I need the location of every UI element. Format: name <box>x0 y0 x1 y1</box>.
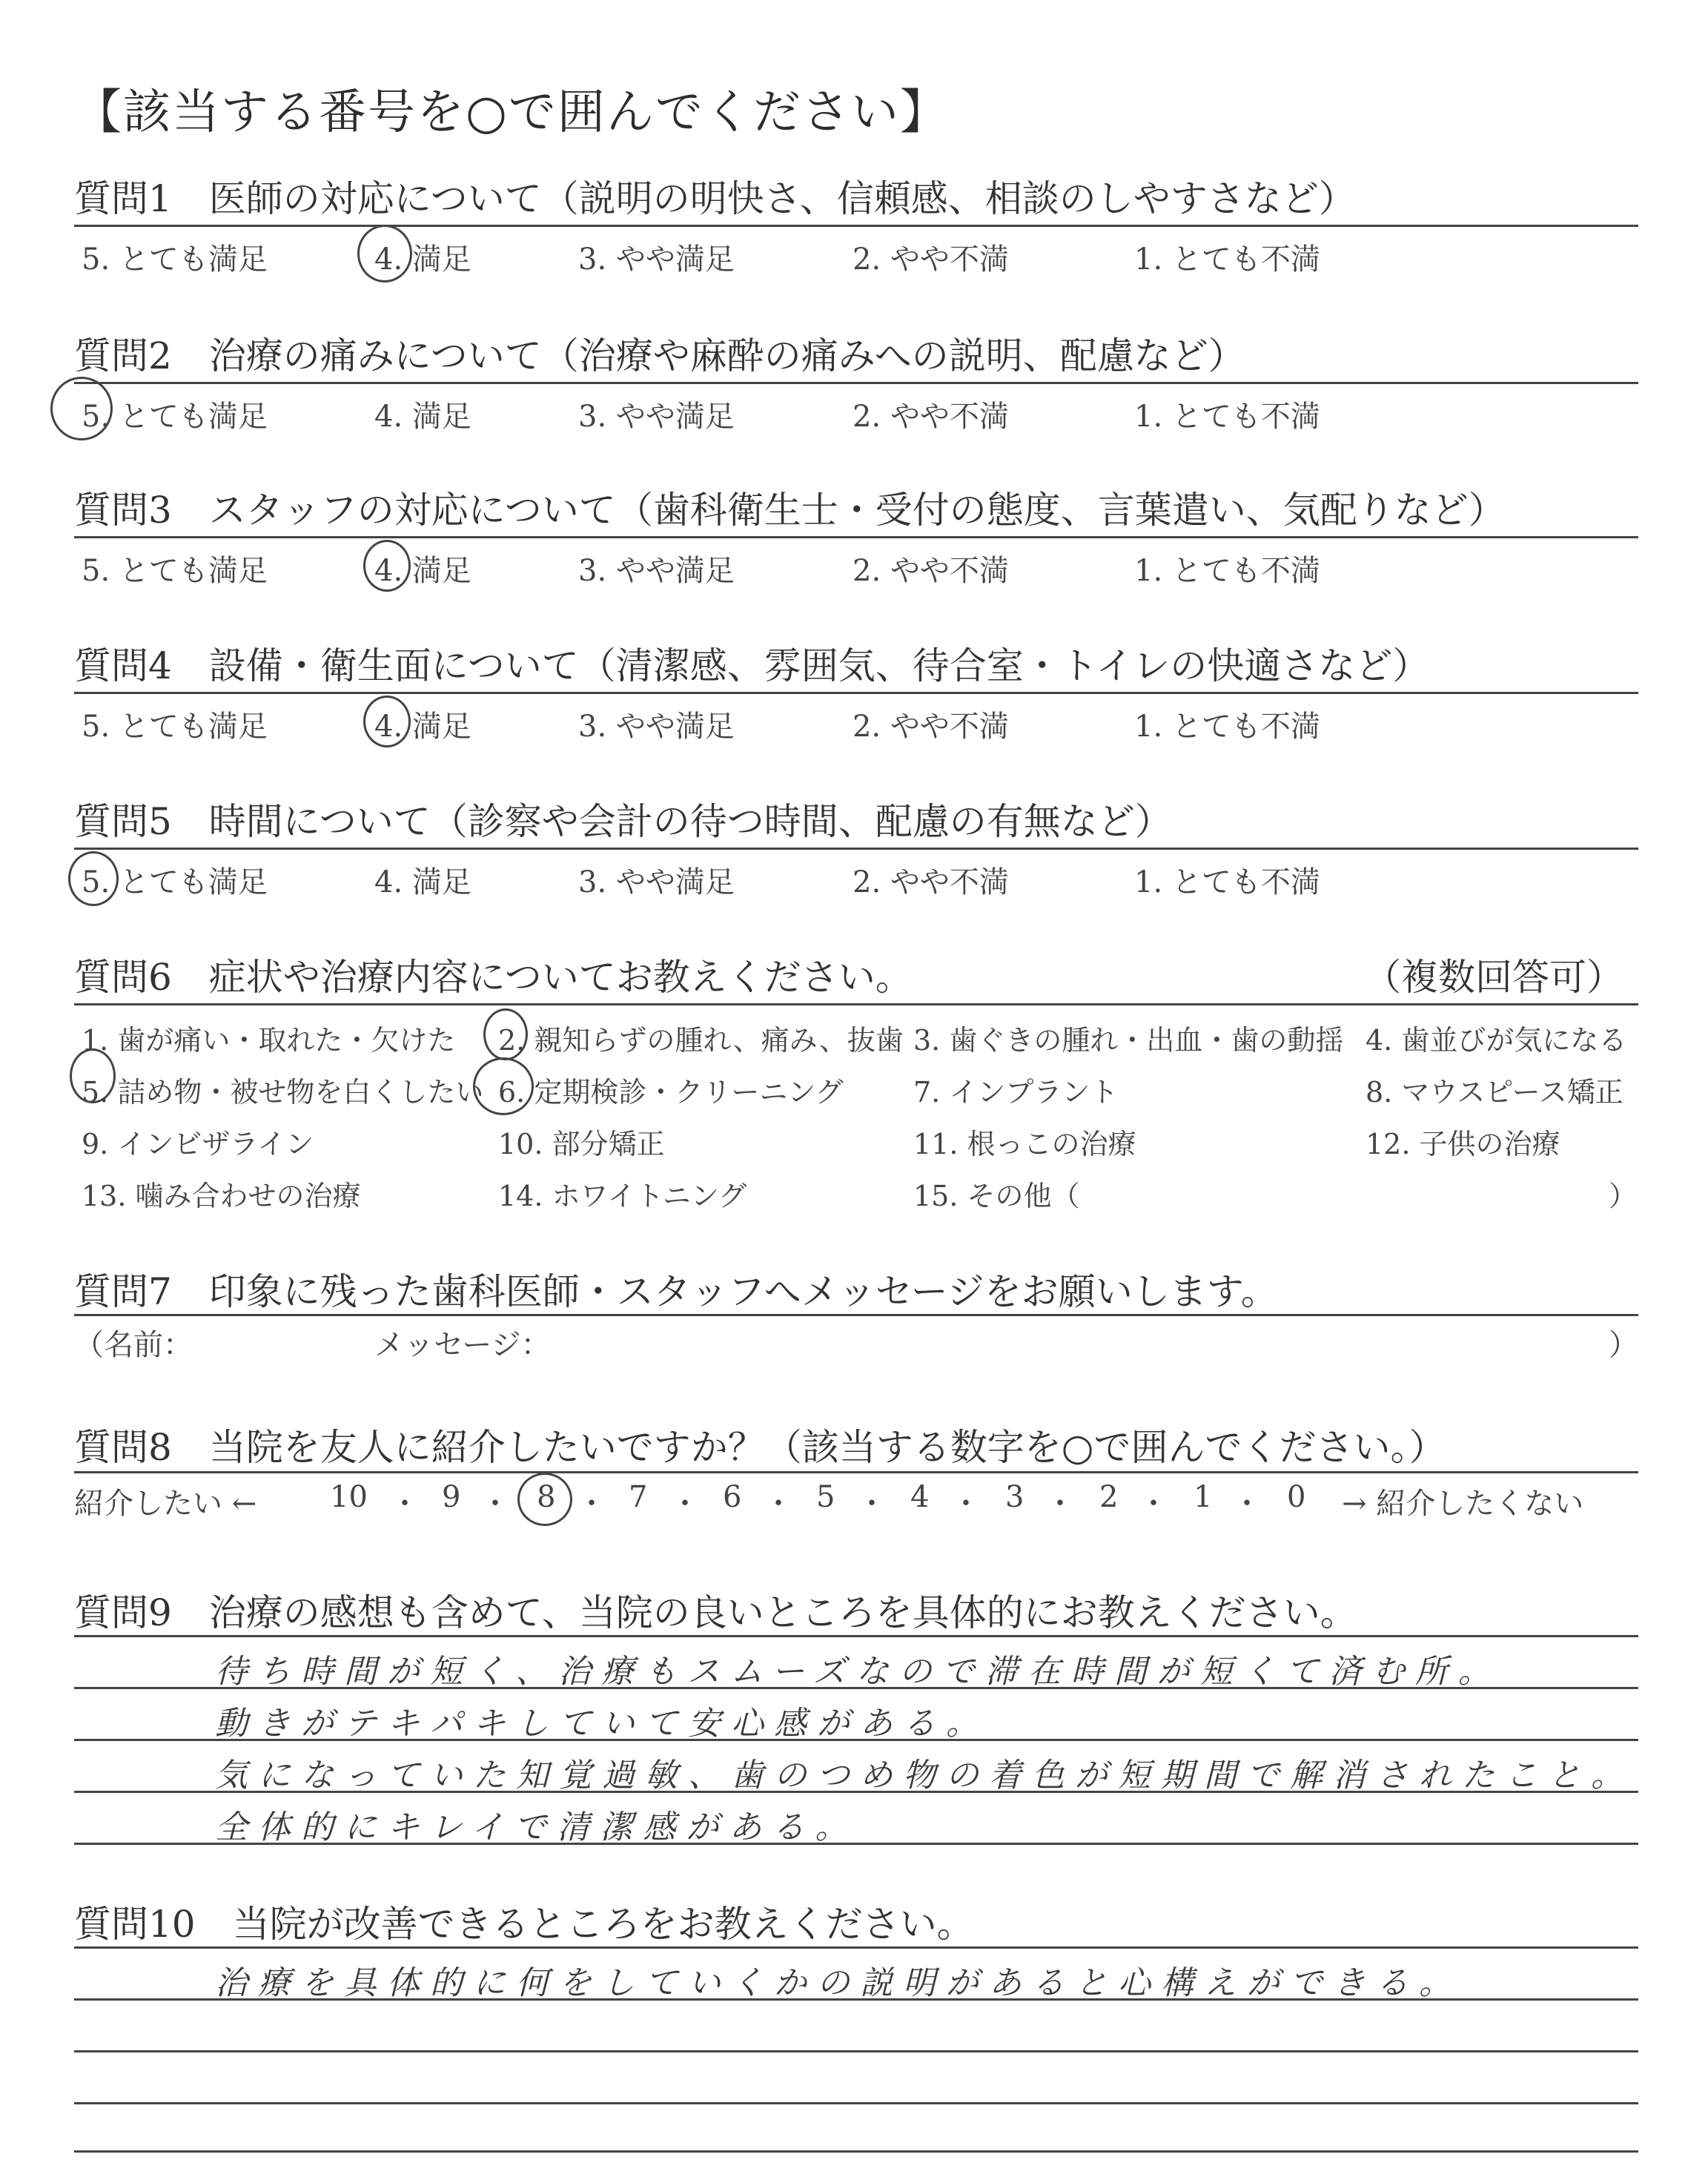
q6-option-15[interactable]: 15. その他（ <box>913 1180 1080 1212</box>
q8-score-8[interactable]: 8 <box>537 1480 556 1514</box>
question-4-rule <box>74 692 1638 694</box>
question-10-rule-3 <box>74 2050 1638 2052</box>
q6-selected-circle-6 <box>473 1057 534 1115</box>
q6-option-13[interactable]: 13. 噛み合わせの治療 <box>82 1180 361 1212</box>
q1-option-1[interactable]: 1. とても不満 <box>1134 242 1320 277</box>
q8-score-9[interactable]: 9 <box>442 1480 461 1514</box>
question-2-rule <box>74 382 1638 384</box>
question-8-rule <box>74 1471 1638 1473</box>
q6-selected-circle-5 <box>70 1048 116 1103</box>
q3-option-5[interactable]: 5. とても満足 <box>82 554 268 588</box>
q2-option-2[interactable]: 2. やや不満 <box>853 400 1009 434</box>
q10-answer-line-1: 治療を具体的に何をしていくかの説明があると心構えができる。 <box>215 1964 1462 2002</box>
q4-option-1[interactable]: 1. とても不満 <box>1134 710 1320 744</box>
q6-option-2[interactable]: 2. 親知らずの腫れ、痛み、抜歯 <box>498 1024 904 1057</box>
q5-option-4[interactable]: 4. 満足 <box>374 865 471 899</box>
question-6-note: （複数回答可） <box>1364 956 1623 999</box>
q8-separator: ・ <box>1232 1487 1262 1521</box>
q6-option-6[interactable]: 6. 定期検診・クリーニング <box>498 1076 844 1109</box>
question-8-label: 質問8 当院を友人に紹介したいですか？（該当する数字を○で囲んでください。） <box>74 1426 1446 1469</box>
q3-option-3[interactable]: 3. やや満足 <box>578 554 735 588</box>
q5-option-5[interactable]: 5. とても満足 <box>82 865 268 899</box>
q5-option-1[interactable]: 1. とても不満 <box>1134 865 1320 899</box>
q8-left-label: 紹介したい ← <box>74 1487 257 1521</box>
q6-option-10[interactable]: 10. 部分矯正 <box>498 1128 665 1160</box>
q8-score-3[interactable]: 3 <box>1005 1480 1025 1514</box>
q5-option-2[interactable]: 2. やや不満 <box>853 865 1009 899</box>
q8-score-10[interactable]: 10 <box>330 1480 368 1514</box>
q8-score-1[interactable]: 1 <box>1194 1480 1213 1514</box>
q6-option-1[interactable]: 1. 歯が痛い・取れた・欠けた <box>82 1024 456 1057</box>
question-10-rule-4 <box>74 2102 1638 2104</box>
q6-option-9[interactable]: 9. インビザライン <box>82 1128 314 1160</box>
q8-score-4[interactable]: 4 <box>910 1480 930 1514</box>
q6-option-11[interactable]: 11. 根っこの治療 <box>913 1128 1136 1160</box>
q7-name-label: （名前： <box>74 1328 193 1362</box>
q6-option-4[interactable]: 4. 歯並びが気になる <box>1366 1024 1627 1057</box>
q7-close-paren: ） <box>1609 1328 1638 1362</box>
q6-selected-circle-2 <box>483 1008 528 1060</box>
q8-separator: ・ <box>1045 1487 1075 1521</box>
q1-option-4[interactable]: 4. 満足 <box>374 242 471 277</box>
q1-selected-circle <box>357 225 412 283</box>
q2-option-4[interactable]: 4. 満足 <box>374 400 471 434</box>
q8-separator: ・ <box>764 1487 793 1521</box>
question-7-rule <box>74 1314 1638 1316</box>
q8-separator: ・ <box>390 1487 420 1521</box>
q4-option-2[interactable]: 2. やや不満 <box>853 710 1009 744</box>
q6-option-5[interactable]: 5. 詰め物・被せ物を白くしたい <box>82 1076 484 1109</box>
q6-option-3[interactable]: 3. 歯ぐきの腫れ・出血・歯の動揺 <box>913 1024 1344 1057</box>
q1-option-2[interactable]: 2. やや不満 <box>853 242 1009 277</box>
q4-option-4[interactable]: 4. 満足 <box>374 710 471 744</box>
q8-separator: ・ <box>577 1487 606 1521</box>
q2-option-3[interactable]: 3. やや満足 <box>578 400 735 434</box>
question-4-label: 質問4 設備・衛生面について（清潔感、雰囲気、待合室・トイレの快適さなど） <box>74 644 1430 687</box>
q1-option-3[interactable]: 3. やや満足 <box>578 242 735 277</box>
q7-message-label: メッセージ： <box>374 1328 551 1362</box>
q3-option-1[interactable]: 1. とても不満 <box>1134 554 1320 588</box>
q8-separator: ・ <box>480 1487 510 1521</box>
q1-option-5[interactable]: 5. とても満足 <box>82 242 268 277</box>
question-1-rule <box>74 225 1638 227</box>
q3-selected-circle <box>363 540 411 592</box>
q8-score-2[interactable]: 2 <box>1099 1480 1119 1514</box>
q6-option-8[interactable]: 8. マウスピース矯正 <box>1366 1076 1623 1109</box>
q3-option-4[interactable]: 4. 満足 <box>374 554 471 588</box>
question-3-label: 質問3 スタッフの対応について（歯科衛生士・受付の態度、言葉遣い、気配りなど） <box>74 489 1506 532</box>
q8-separator: ・ <box>1139 1487 1168 1521</box>
question-3-rule <box>74 536 1638 538</box>
q6-option-15-close: ） <box>1609 1180 1638 1212</box>
question-9-rule-1 <box>74 1635 1638 1637</box>
q5-selected-circle <box>68 851 119 906</box>
question-1-label: 質問1 医師の対応について（説明の明快さ、信頼感、相談のしやすさなど） <box>74 177 1356 220</box>
q8-separator: ・ <box>857 1487 887 1521</box>
q9-answer-line-2: 動きがテキパキしていて安心感がある。 <box>215 1705 989 1743</box>
q2-option-1[interactable]: 1. とても不満 <box>1134 400 1320 434</box>
q8-score-6[interactable]: 6 <box>723 1480 742 1514</box>
q8-selected-circle <box>517 1473 572 1526</box>
q4-option-3[interactable]: 3. やや満足 <box>578 710 735 744</box>
q6-option-12[interactable]: 12. 子供の治療 <box>1366 1128 1560 1160</box>
question-10-rule-1 <box>74 1946 1638 1949</box>
q5-option-3[interactable]: 3. やや満足 <box>578 865 735 899</box>
question-6-label: 質問6 症状や治療内容についてお教えください。 <box>74 956 913 999</box>
q6-option-7[interactable]: 7. インプラント <box>913 1076 1119 1109</box>
q4-option-5[interactable]: 5. とても満足 <box>82 710 268 744</box>
question-9-label: 質問9 治療の感想も含めて、当院の良いところを具体的にお教えください。 <box>74 1591 1357 1634</box>
q8-score-0[interactable]: 0 <box>1287 1480 1306 1514</box>
question-10-label: 質問10 当院が改善できるところをお教えください。 <box>74 1903 974 1946</box>
question-2-label: 質問2 治療の痛みについて（治療や麻酔の痛みへの説明、配慮など） <box>74 334 1245 377</box>
q8-separator: ・ <box>670 1487 700 1521</box>
question-10-rule-5 <box>74 2150 1638 2153</box>
question-5-label: 質問5 時間について（診察や会計の待つ時間、配慮の有無など） <box>74 800 1172 843</box>
q2-selected-circle <box>50 377 113 440</box>
question-5-rule <box>74 848 1638 850</box>
question-6-rule <box>74 1003 1638 1005</box>
q9-answer-line-1: 待ち時間が短く、治療もスムーズなので滞在時間が短くて済む所。 <box>215 1653 1501 1691</box>
q9-answer-line-4: 全体的にキレイで清潔感がある。 <box>215 1809 858 1846</box>
q8-score-5[interactable]: 5 <box>816 1480 835 1514</box>
q4-selected-circle <box>363 696 411 747</box>
question-7-label: 質問7 印象に残った歯科医師・スタッフへメッセージをお願いします。 <box>74 1270 1278 1313</box>
q8-right-label: → 紹介したくない <box>1342 1487 1584 1521</box>
q9-answer-line-3: 気になっていた知覚過敏、歯のつめ物の着色が短期間で解消されたこと。 <box>215 1757 1634 1794</box>
q6-option-14[interactable]: 14. ホワイトニング <box>498 1180 747 1212</box>
q3-option-2[interactable]: 2. やや不満 <box>853 554 1009 588</box>
q2-option-5[interactable]: 5. とても満足 <box>82 400 268 434</box>
q8-score-7[interactable]: 7 <box>629 1480 648 1514</box>
page-title: 【該当する番号を○で囲んでください】 <box>74 85 949 140</box>
q8-separator: ・ <box>951 1487 981 1521</box>
